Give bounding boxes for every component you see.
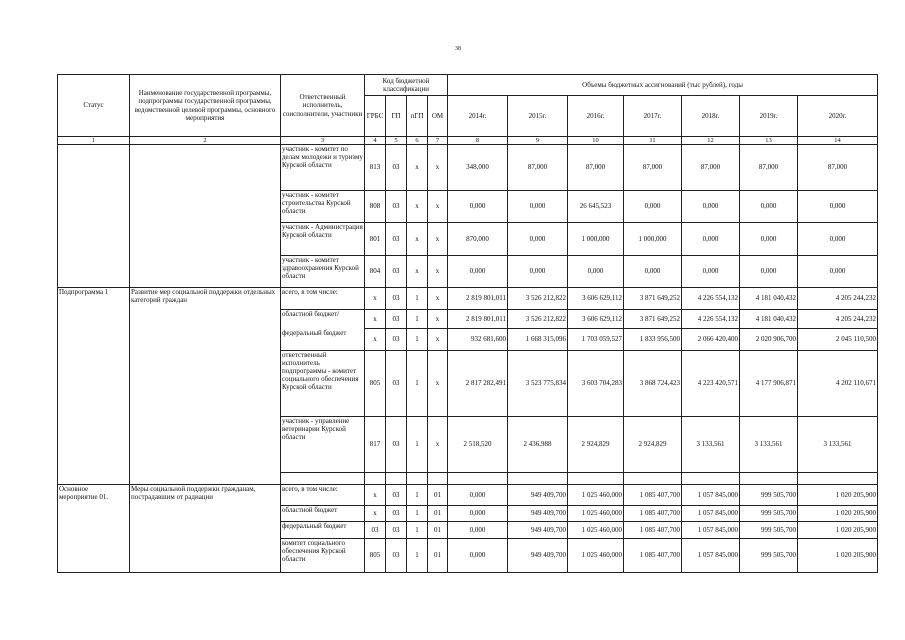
gp-cell: 03 [386, 417, 407, 473]
om-cell: х [428, 191, 448, 223]
name-cell: Развитие мер социальной поддержки отдельных категорий граждан [130, 288, 281, 485]
value-cell: 0,000 [508, 191, 568, 223]
value-cell: 87,000 [568, 145, 624, 191]
pgp-cell: х [407, 256, 428, 288]
spacer-cell [508, 473, 568, 485]
spacer-cell [740, 473, 798, 485]
spacer-cell [448, 473, 508, 485]
value-cell: 1 025 460,000 [568, 522, 624, 539]
spacer-cell [407, 473, 428, 485]
header-status: Статус [58, 75, 130, 137]
value-cell: 87,000 [682, 145, 740, 191]
table-row [58, 288, 878, 310]
value-cell: 0,000 [508, 223, 568, 256]
col-number: 8 [448, 137, 508, 145]
executor-cell: всего, в том числе: [281, 485, 365, 506]
value-cell: 3 868 724,423 [624, 351, 682, 417]
om-cell: х [428, 288, 448, 310]
executor-cell: всего, в том числе: [281, 288, 365, 310]
header-row [58, 75, 878, 96]
value-cell: 0,000 [448, 539, 508, 573]
header-name: Наименование государственной программы, подпрограммы государственной программы, ведомственной целевой программы, основного мероприятия [130, 75, 281, 137]
om-cell: 01 [428, 522, 448, 539]
value-cell: 4 205 244,232 [798, 310, 878, 329]
value-cell: 4 226 554,132 [682, 288, 740, 310]
executor-cell: участник - управление ветеринарии Курской области [281, 417, 365, 473]
value-cell: 3 871 649,252 [624, 288, 682, 310]
grbs-cell: 804 [365, 256, 386, 288]
col-number: 12 [682, 137, 740, 145]
value-cell: 4 177 906,871 [740, 351, 798, 417]
value-cell: 1 025 460,000 [568, 506, 624, 522]
status-cell: Подпрограмма 1 [58, 288, 130, 485]
value-cell: 1 025 460,000 [568, 485, 624, 506]
value-cell: 2 045 110,500 [798, 329, 878, 351]
grbs-cell: 805 [365, 351, 386, 417]
value-cell: 1 020 205,900 [798, 522, 878, 539]
pgp-cell: 1 [407, 310, 428, 329]
gp-cell: 03 [386, 288, 407, 310]
value-cell: 4 181 040,432 [740, 288, 798, 310]
grbs-cell: х [365, 485, 386, 506]
col-number: 7 [428, 137, 448, 145]
value-cell: 1 085 407,700 [624, 522, 682, 539]
value-cell: 870,000 [448, 223, 508, 256]
value-cell: 932 681,600 [448, 329, 508, 351]
value-cell: 87,000 [798, 145, 878, 191]
gp-cell: 03 [386, 506, 407, 522]
value-cell: 1 085 407,700 [624, 506, 682, 522]
executor-cell: ответственный исполнитель подпрограммы - комитет социального обеспечения Курской области [281, 351, 365, 417]
value-cell: 949 409,700 [508, 522, 568, 539]
value-cell: 2 819 801,011 [448, 310, 508, 329]
spacer-cell [365, 473, 386, 485]
pgp-cell: х [407, 223, 428, 256]
value-cell: 949 409,700 [508, 539, 568, 573]
value-cell: 2 020 906,700 [740, 329, 798, 351]
om-cell: 01 [428, 485, 448, 506]
value-cell: 1 000,000 [568, 223, 624, 256]
header-year: 2020г. [798, 96, 878, 137]
gp-cell: 03 [386, 539, 407, 573]
om-cell: х [428, 310, 448, 329]
budget-table [57, 74, 878, 573]
col-number: 5 [386, 137, 407, 145]
value-cell: 3 526 212,822 [508, 288, 568, 310]
gp-cell: 03 [386, 310, 407, 329]
pgp-cell: 1 [407, 351, 428, 417]
value-cell: 1 000,000 [624, 223, 682, 256]
value-cell: 0,000 [682, 256, 740, 288]
executor-cell: участник - Администрация Курской области [281, 223, 365, 256]
gp-cell: 03 [386, 522, 407, 539]
value-cell: 4 223 420,571 [682, 351, 740, 417]
executor-cell: областной бюджет [281, 506, 365, 522]
om-cell: 01 [428, 539, 448, 573]
col-number: 1 [58, 137, 130, 145]
pgp-cell: 1 [407, 539, 428, 573]
grbs-cell: х [365, 288, 386, 310]
value-cell: 2 924,829 [568, 417, 624, 473]
pgp-cell: х [407, 145, 428, 191]
gp-cell: 03 [386, 223, 407, 256]
header-year: 2014г. [448, 96, 508, 137]
pgp-cell: 1 [407, 329, 428, 351]
value-cell: 0,000 [740, 256, 798, 288]
header-year: 2019г. [740, 96, 798, 137]
grbs-cell: 817 [365, 417, 386, 473]
value-cell: 999 505,700 [740, 539, 798, 573]
col-number: 14 [798, 137, 878, 145]
value-cell: 1 703 059,527 [568, 329, 624, 351]
grbs-cell: 805 [365, 539, 386, 573]
col-number: 2 [130, 137, 281, 145]
value-cell: 2 817 282,491 [448, 351, 508, 417]
table-row [58, 145, 878, 191]
executor-cell: участник - комитет строительства Курской области [281, 191, 365, 223]
value-cell: 87,000 [624, 145, 682, 191]
grbs-cell: 801 [365, 223, 386, 256]
om-cell: х [428, 351, 448, 417]
pgp-cell: х [407, 191, 428, 223]
value-cell: 0,000 [624, 191, 682, 223]
value-cell: 3 606 629,112 [568, 288, 624, 310]
value-cell: 87,000 [508, 145, 568, 191]
value-cell: 0,000 [798, 191, 878, 223]
value-cell: 0,000 [740, 191, 798, 223]
executor-cell: областной бюджет/ [281, 310, 365, 329]
table-row [58, 485, 878, 506]
value-cell: 0,000 [448, 485, 508, 506]
value-cell: 1 833 956,500 [624, 329, 682, 351]
value-cell: 0,000 [448, 522, 508, 539]
name-cell: Меры социальной поддержки гражданам, пострадавшим от радиации [130, 485, 281, 573]
value-cell: 1 057 845,000 [682, 539, 740, 573]
value-cell: 949 409,700 [508, 506, 568, 522]
value-cell: 1 085 407,700 [624, 539, 682, 573]
value-cell: 26 645,523 [568, 191, 624, 223]
pgp-cell: 1 [407, 288, 428, 310]
column-number-row [58, 137, 878, 145]
om-cell: х [428, 417, 448, 473]
spacer-cell [568, 473, 624, 485]
value-cell: 3 606 629,112 [568, 310, 624, 329]
col-number: 6 [407, 137, 428, 145]
value-cell: 0,000 [798, 223, 878, 256]
pgp-cell: 1 [407, 417, 428, 473]
value-cell: 3 871 649,252 [624, 310, 682, 329]
value-cell: 1 668 315,096 [508, 329, 568, 351]
executor-cell: комитет социального обеспечения Курской области [281, 539, 365, 573]
gp-cell: 03 [386, 145, 407, 191]
om-cell: х [428, 329, 448, 351]
value-cell: 0,000 [798, 256, 878, 288]
spacer-cell [281, 473, 365, 485]
value-cell: 999 505,700 [740, 506, 798, 522]
value-cell: 2 066 420,400 [682, 329, 740, 351]
value-cell: 0,000 [624, 256, 682, 288]
gp-cell: 03 [386, 191, 407, 223]
grbs-cell: х [365, 329, 386, 351]
header-grbs: ГРБС [365, 96, 386, 137]
value-cell: 3 133,561 [682, 417, 740, 473]
header-year: 2018г. [682, 96, 740, 137]
value-cell: 2 924,829 [624, 417, 682, 473]
value-cell: 2 819 801,011 [448, 288, 508, 310]
spacer-cell [682, 473, 740, 485]
value-cell: 1 020 205,900 [798, 539, 878, 573]
col-number: 11 [624, 137, 682, 145]
value-cell: 0,000 [448, 506, 508, 522]
value-cell: 1 025 460,000 [568, 539, 624, 573]
executor-cell: участник - комитет по делам молодежи и туризму Курской области [281, 145, 365, 191]
header-volumes-group: Объемы бюджетных ассигнований (тыс рублей), годы [448, 75, 878, 96]
col-number: 13 [740, 137, 798, 145]
value-cell: 1 057 845,000 [682, 522, 740, 539]
spacer-cell [624, 473, 682, 485]
spacer-cell [386, 473, 407, 485]
executor-cell: федеральный бюджет [281, 522, 365, 539]
header-gp: ГП [386, 96, 407, 137]
col-number: 9 [508, 137, 568, 145]
spacer-cell [798, 473, 878, 485]
executor-cell: участник - комитет здравоохранения Курской области [281, 256, 365, 288]
pgp-cell: 1 [407, 485, 428, 506]
gp-cell: 03 [386, 485, 407, 506]
value-cell: 3 523 775,834 [508, 351, 568, 417]
header-executor: Ответственный исполнитель, соисполнители, участники [281, 75, 365, 137]
page-number: 38 [455, 46, 461, 52]
om-cell: х [428, 145, 448, 191]
gp-cell: 03 [386, 256, 407, 288]
value-cell: 0,000 [568, 256, 624, 288]
value-cell: 1 085 407,700 [624, 485, 682, 506]
gp-cell: 03 [386, 329, 407, 351]
pgp-cell: 1 [407, 506, 428, 522]
grbs-cell: 03 [365, 522, 386, 539]
value-cell: 1 057 845,000 [682, 506, 740, 522]
value-cell: 999 505,700 [740, 522, 798, 539]
header-year: 2016г. [568, 96, 624, 137]
grbs-cell: х [365, 310, 386, 329]
value-cell: 348,000 [448, 145, 508, 191]
status-cell [58, 145, 130, 288]
grbs-cell: 813 [365, 145, 386, 191]
value-cell: 4 226 554,132 [682, 310, 740, 329]
status-cell: Основное мероприятие 01. [58, 485, 130, 573]
col-number: 10 [568, 137, 624, 145]
value-cell: 0,000 [682, 191, 740, 223]
grbs-cell: 808 [365, 191, 386, 223]
om-cell: х [428, 256, 448, 288]
value-cell: 2 436,988 [508, 417, 568, 473]
spacer-cell [428, 473, 448, 485]
value-cell: 999 505,700 [740, 485, 798, 506]
header-year: 2015г. [508, 96, 568, 137]
pgp-cell: 1 [407, 522, 428, 539]
value-cell: 0,000 [448, 191, 508, 223]
value-cell: 3 133,561 [740, 417, 798, 473]
value-cell: 0,000 [508, 256, 568, 288]
value-cell: 0,000 [448, 256, 508, 288]
gp-cell: 03 [386, 351, 407, 417]
value-cell: 3 603 704,283 [568, 351, 624, 417]
header-year: 2017г. [624, 96, 682, 137]
value-cell: 0,000 [682, 223, 740, 256]
value-cell: 0,000 [740, 223, 798, 256]
grbs-cell: х [365, 506, 386, 522]
value-cell: 1 020 205,900 [798, 506, 878, 522]
om-cell: х [428, 223, 448, 256]
value-cell: 87,000 [740, 145, 798, 191]
om-cell: 01 [428, 506, 448, 522]
value-cell: 4 205 244,232 [798, 288, 878, 310]
value-cell: 2 518,520 [448, 417, 508, 473]
header-code-group: Код бюджетной классификации [365, 75, 448, 96]
col-number: 3 [281, 137, 365, 145]
value-cell: 1 020 205,900 [798, 485, 878, 506]
executor-cell: федеральный бюджет [281, 329, 365, 351]
value-cell: 3 526 212,822 [508, 310, 568, 329]
header-om: ОМ [428, 96, 448, 137]
value-cell: 4 202 110,671 [798, 351, 878, 417]
col-number: 4 [365, 137, 386, 145]
value-cell: 3 133,561 [798, 417, 878, 473]
value-cell: 4 181 040,432 [740, 310, 798, 329]
value-cell: 1 057 845,000 [682, 485, 740, 506]
header-pgp: пГП [407, 96, 428, 137]
value-cell: 949 409,700 [508, 485, 568, 506]
name-cell [130, 145, 281, 288]
